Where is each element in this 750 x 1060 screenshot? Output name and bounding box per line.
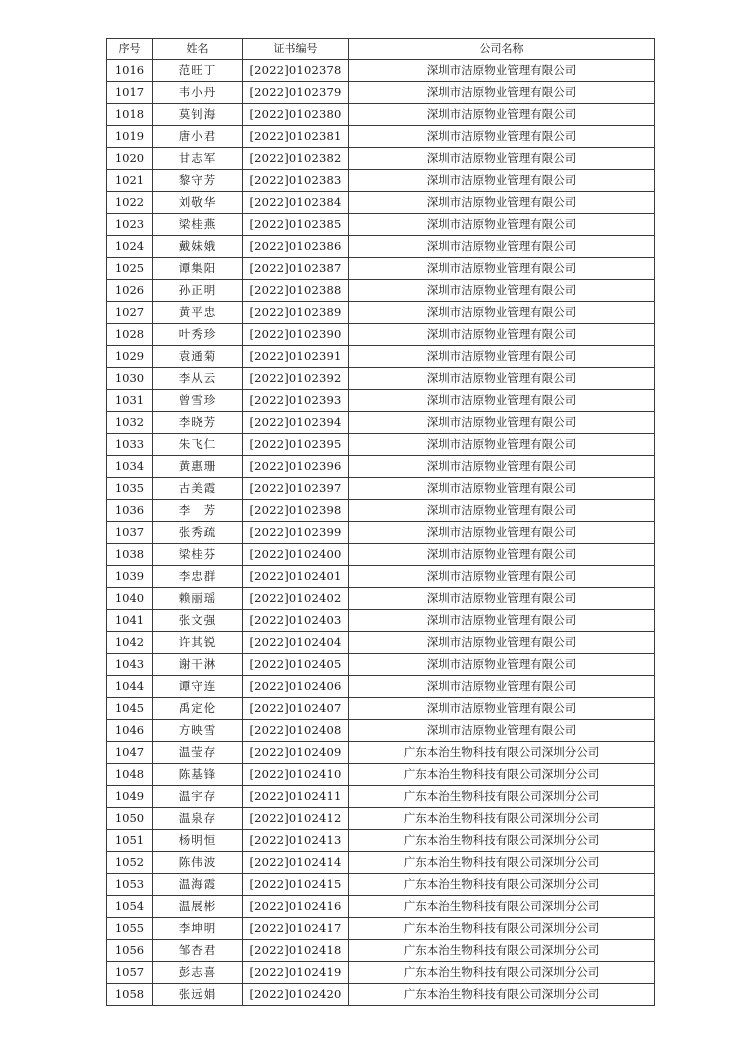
cell-company-name: 深圳市洁原物业管理有限公司 <box>349 654 655 676</box>
cell-name: 韦小丹 <box>153 82 243 104</box>
cell-certificate-number: [2022]0102412 <box>243 808 349 830</box>
cell-serial-number: 1048 <box>107 764 153 786</box>
header-company-name: 公司名称 <box>349 39 655 60</box>
cell-name: 温泉存 <box>153 808 243 830</box>
certificate-table <box>106 38 655 1006</box>
cell-name: 邹杏君 <box>153 940 243 962</box>
cell-name: 温莹存 <box>153 742 243 764</box>
table-row <box>107 632 655 654</box>
table-row <box>107 346 655 368</box>
cell-company-name: 深圳市洁原物业管理有限公司 <box>349 522 655 544</box>
cell-certificate-number: [2022]0102420 <box>243 984 349 1006</box>
cell-name: 禹定伦 <box>153 698 243 720</box>
cell-company-name: 广东本治生物科技有限公司深圳分公司 <box>349 764 655 786</box>
cell-company-name: 深圳市洁原物业管理有限公司 <box>349 632 655 654</box>
cell-company-name: 广东本治生物科技有限公司深圳分公司 <box>349 874 655 896</box>
cell-certificate-number: [2022]0102404 <box>243 632 349 654</box>
cell-certificate-number: [2022]0102408 <box>243 720 349 742</box>
cell-serial-number: 1035 <box>107 478 153 500</box>
cell-company-name: 深圳市洁原物业管理有限公司 <box>349 456 655 478</box>
cell-serial-number: 1017 <box>107 82 153 104</box>
cell-certificate-number: [2022]0102406 <box>243 676 349 698</box>
cell-company-name: 深圳市洁原物业管理有限公司 <box>349 214 655 236</box>
cell-name: 戴妹娥 <box>153 236 243 258</box>
cell-company-name: 深圳市洁原物业管理有限公司 <box>349 500 655 522</box>
table-row <box>107 280 655 302</box>
cell-certificate-number: [2022]0102419 <box>243 962 349 984</box>
cell-name: 梁桂芬 <box>153 544 243 566</box>
cell-serial-number: 1018 <box>107 104 153 126</box>
table-row <box>107 940 655 962</box>
cell-serial-number: 1016 <box>107 60 153 82</box>
table-row <box>107 874 655 896</box>
cell-company-name: 深圳市洁原物业管理有限公司 <box>349 192 655 214</box>
cell-company-name: 广东本治生物科技有限公司深圳分公司 <box>349 852 655 874</box>
table-row <box>107 588 655 610</box>
cell-name: 莫钊海 <box>153 104 243 126</box>
cell-serial-number: 1057 <box>107 962 153 984</box>
cell-certificate-number: [2022]0102401 <box>243 566 349 588</box>
cell-name: 孙正明 <box>153 280 243 302</box>
cell-name: 袁通菊 <box>153 346 243 368</box>
cell-certificate-number: [2022]0102388 <box>243 280 349 302</box>
cell-serial-number: 1037 <box>107 522 153 544</box>
cell-name: 彭志喜 <box>153 962 243 984</box>
cell-certificate-number: [2022]0102417 <box>243 918 349 940</box>
cell-company-name: 广东本治生物科技有限公司深圳分公司 <box>349 808 655 830</box>
cell-company-name: 深圳市洁原物业管理有限公司 <box>349 610 655 632</box>
cell-certificate-number: [2022]0102391 <box>243 346 349 368</box>
cell-certificate-number: [2022]0102378 <box>243 60 349 82</box>
cell-name: 赖丽瑶 <box>153 588 243 610</box>
cell-name: 黄惠珊 <box>153 456 243 478</box>
header-certificate-number: 证书编号 <box>243 39 349 60</box>
table-row <box>107 192 655 214</box>
cell-certificate-number: [2022]0102411 <box>243 786 349 808</box>
cell-certificate-number: [2022]0102407 <box>243 698 349 720</box>
cell-company-name: 深圳市洁原物业管理有限公司 <box>349 412 655 434</box>
cell-serial-number: 1027 <box>107 302 153 324</box>
table-body <box>107 60 655 1006</box>
cell-serial-number: 1020 <box>107 148 153 170</box>
cell-company-name: 深圳市洁原物业管理有限公司 <box>349 368 655 390</box>
cell-name: 温展彬 <box>153 896 243 918</box>
cell-name: 李晓芳 <box>153 412 243 434</box>
table-row <box>107 148 655 170</box>
cell-name: 温宇存 <box>153 786 243 808</box>
cell-company-name: 深圳市洁原物业管理有限公司 <box>349 588 655 610</box>
cell-certificate-number: [2022]0102392 <box>243 368 349 390</box>
cell-name: 甘志军 <box>153 148 243 170</box>
cell-name: 叶秀珍 <box>153 324 243 346</box>
cell-serial-number: 1031 <box>107 390 153 412</box>
cell-company-name: 广东本治生物科技有限公司深圳分公司 <box>349 896 655 918</box>
table-row <box>107 984 655 1006</box>
cell-serial-number: 1034 <box>107 456 153 478</box>
cell-company-name: 广东本治生物科技有限公司深圳分公司 <box>349 786 655 808</box>
table-row <box>107 412 655 434</box>
cell-name: 李从云 <box>153 368 243 390</box>
cell-name: 谭集阳 <box>153 258 243 280</box>
cell-serial-number: 1029 <box>107 346 153 368</box>
cell-serial-number: 1032 <box>107 412 153 434</box>
cell-certificate-number: [2022]0102403 <box>243 610 349 632</box>
cell-serial-number: 1038 <box>107 544 153 566</box>
cell-name: 古美霞 <box>153 478 243 500</box>
cell-certificate-number: [2022]0102381 <box>243 126 349 148</box>
cell-name: 杨明恒 <box>153 830 243 852</box>
table-row <box>107 852 655 874</box>
table-row <box>107 258 655 280</box>
cell-certificate-number: [2022]0102384 <box>243 192 349 214</box>
table-row <box>107 918 655 940</box>
cell-company-name: 深圳市洁原物业管理有限公司 <box>349 390 655 412</box>
cell-company-name: 广东本治生物科技有限公司深圳分公司 <box>349 830 655 852</box>
cell-serial-number: 1041 <box>107 610 153 632</box>
cell-certificate-number: [2022]0102415 <box>243 874 349 896</box>
cell-certificate-number: [2022]0102380 <box>243 104 349 126</box>
table-row <box>107 786 655 808</box>
cell-certificate-number: [2022]0102385 <box>243 214 349 236</box>
table-row <box>107 236 655 258</box>
cell-name: 张秀疏 <box>153 522 243 544</box>
cell-serial-number: 1028 <box>107 324 153 346</box>
table-row <box>107 896 655 918</box>
cell-company-name: 广东本治生物科技有限公司深圳分公司 <box>349 984 655 1006</box>
table-row <box>107 126 655 148</box>
cell-company-name: 深圳市洁原物业管理有限公司 <box>349 302 655 324</box>
cell-name: 唐小君 <box>153 126 243 148</box>
cell-company-name: 深圳市洁原物业管理有限公司 <box>349 104 655 126</box>
cell-name: 张文强 <box>153 610 243 632</box>
cell-serial-number: 1033 <box>107 434 153 456</box>
table-row <box>107 610 655 632</box>
table-row <box>107 478 655 500</box>
table-row <box>107 324 655 346</box>
table-row <box>107 368 655 390</box>
cell-serial-number: 1046 <box>107 720 153 742</box>
table-row <box>107 60 655 82</box>
cell-serial-number: 1058 <box>107 984 153 1006</box>
cell-certificate-number: [2022]0102397 <box>243 478 349 500</box>
cell-certificate-number: [2022]0102416 <box>243 896 349 918</box>
cell-serial-number: 1055 <box>107 918 153 940</box>
cell-company-name: 深圳市洁原物业管理有限公司 <box>349 236 655 258</box>
cell-name: 张远娟 <box>153 984 243 1006</box>
cell-company-name: 深圳市洁原物业管理有限公司 <box>349 82 655 104</box>
cell-name: 朱飞仁 <box>153 434 243 456</box>
cell-company-name: 深圳市洁原物业管理有限公司 <box>349 434 655 456</box>
table-row <box>107 522 655 544</box>
table-row <box>107 830 655 852</box>
cell-certificate-number: [2022]0102398 <box>243 500 349 522</box>
cell-company-name: 深圳市洁原物业管理有限公司 <box>349 170 655 192</box>
cell-serial-number: 1056 <box>107 940 153 962</box>
cell-certificate-number: [2022]0102393 <box>243 390 349 412</box>
cell-serial-number: 1039 <box>107 566 153 588</box>
table-row <box>107 214 655 236</box>
cell-serial-number: 1042 <box>107 632 153 654</box>
cell-name: 陈基锋 <box>153 764 243 786</box>
cell-name: 范旺丁 <box>153 60 243 82</box>
cell-serial-number: 1030 <box>107 368 153 390</box>
cell-certificate-number: [2022]0102383 <box>243 170 349 192</box>
table-row <box>107 390 655 412</box>
table-row <box>107 302 655 324</box>
cell-name: 温海霞 <box>153 874 243 896</box>
cell-serial-number: 1044 <box>107 676 153 698</box>
cell-name: 刘敬华 <box>153 192 243 214</box>
cell-serial-number: 1026 <box>107 280 153 302</box>
cell-serial-number: 1025 <box>107 258 153 280</box>
cell-certificate-number: [2022]0102405 <box>243 654 349 676</box>
header-name: 姓名 <box>153 39 243 60</box>
cell-company-name: 深圳市洁原物业管理有限公司 <box>349 676 655 698</box>
cell-certificate-number: [2022]0102386 <box>243 236 349 258</box>
table-row <box>107 720 655 742</box>
cell-serial-number: 1023 <box>107 214 153 236</box>
cell-certificate-number: [2022]0102379 <box>243 82 349 104</box>
cell-company-name: 深圳市洁原物业管理有限公司 <box>349 126 655 148</box>
table-row <box>107 544 655 566</box>
cell-name: 黄平忠 <box>153 302 243 324</box>
table-row <box>107 676 655 698</box>
cell-serial-number: 1050 <box>107 808 153 830</box>
cell-serial-number: 1021 <box>107 170 153 192</box>
cell-name: 李坤明 <box>153 918 243 940</box>
cell-certificate-number: [2022]0102394 <box>243 412 349 434</box>
table-row <box>107 456 655 478</box>
cell-certificate-number: [2022]0102395 <box>243 434 349 456</box>
cell-certificate-number: [2022]0102418 <box>243 940 349 962</box>
cell-certificate-number: [2022]0102409 <box>243 742 349 764</box>
cell-certificate-number: [2022]0102410 <box>243 764 349 786</box>
cell-certificate-number: [2022]0102399 <box>243 522 349 544</box>
cell-serial-number: 1019 <box>107 126 153 148</box>
cell-company-name: 深圳市洁原物业管理有限公司 <box>349 720 655 742</box>
cell-company-name: 深圳市洁原物业管理有限公司 <box>349 324 655 346</box>
cell-name: 黎守芳 <box>153 170 243 192</box>
cell-certificate-number: [2022]0102402 <box>243 588 349 610</box>
table-row <box>107 566 655 588</box>
cell-certificate-number: [2022]0102413 <box>243 830 349 852</box>
cell-serial-number: 1047 <box>107 742 153 764</box>
cell-company-name: 深圳市洁原物业管理有限公司 <box>349 346 655 368</box>
cell-serial-number: 1036 <box>107 500 153 522</box>
cell-name: 李 芳 <box>153 500 243 522</box>
cell-serial-number: 1054 <box>107 896 153 918</box>
table-row <box>107 962 655 984</box>
cell-certificate-number: [2022]0102414 <box>243 852 349 874</box>
table-row <box>107 82 655 104</box>
cell-company-name: 广东本治生物科技有限公司深圳分公司 <box>349 918 655 940</box>
table-row <box>107 104 655 126</box>
cell-serial-number: 1024 <box>107 236 153 258</box>
cell-serial-number: 1052 <box>107 852 153 874</box>
cell-serial-number: 1049 <box>107 786 153 808</box>
cell-name: 陈伟波 <box>153 852 243 874</box>
cell-company-name: 深圳市洁原物业管理有限公司 <box>349 280 655 302</box>
cell-serial-number: 1022 <box>107 192 153 214</box>
cell-company-name: 深圳市洁原物业管理有限公司 <box>349 566 655 588</box>
cell-certificate-number: [2022]0102382 <box>243 148 349 170</box>
cell-company-name: 深圳市洁原物业管理有限公司 <box>349 60 655 82</box>
cell-certificate-number: [2022]0102400 <box>243 544 349 566</box>
cell-certificate-number: [2022]0102387 <box>243 258 349 280</box>
cell-certificate-number: [2022]0102396 <box>243 456 349 478</box>
cell-company-name: 深圳市洁原物业管理有限公司 <box>349 478 655 500</box>
cell-serial-number: 1045 <box>107 698 153 720</box>
cell-company-name: 深圳市洁原物业管理有限公司 <box>349 258 655 280</box>
cell-name: 李忠群 <box>153 566 243 588</box>
table-row <box>107 654 655 676</box>
cell-name: 方映雪 <box>153 720 243 742</box>
table-header-row <box>107 39 655 60</box>
cell-company-name: 深圳市洁原物业管理有限公司 <box>349 544 655 566</box>
cell-name: 谢干淋 <box>153 654 243 676</box>
cell-name: 许其锐 <box>153 632 243 654</box>
cell-company-name: 深圳市洁原物业管理有限公司 <box>349 148 655 170</box>
header-serial-number: 序号 <box>107 39 153 60</box>
cell-serial-number: 1051 <box>107 830 153 852</box>
cell-company-name: 广东本治生物科技有限公司深圳分公司 <box>349 962 655 984</box>
table-row <box>107 170 655 192</box>
table-row <box>107 698 655 720</box>
cell-serial-number: 1053 <box>107 874 153 896</box>
cell-serial-number: 1043 <box>107 654 153 676</box>
cell-certificate-number: [2022]0102389 <box>243 302 349 324</box>
cell-company-name: 深圳市洁原物业管理有限公司 <box>349 698 655 720</box>
cell-serial-number: 1040 <box>107 588 153 610</box>
cell-name: 曾雪珍 <box>153 390 243 412</box>
cell-company-name: 广东本治生物科技有限公司深圳分公司 <box>349 742 655 764</box>
cell-name: 梁桂燕 <box>153 214 243 236</box>
table-row <box>107 808 655 830</box>
cell-certificate-number: [2022]0102390 <box>243 324 349 346</box>
table-row <box>107 764 655 786</box>
table-row <box>107 742 655 764</box>
table-row <box>107 500 655 522</box>
table-row <box>107 434 655 456</box>
cell-name: 谭守连 <box>153 676 243 698</box>
cell-company-name: 广东本治生物科技有限公司深圳分公司 <box>349 940 655 962</box>
